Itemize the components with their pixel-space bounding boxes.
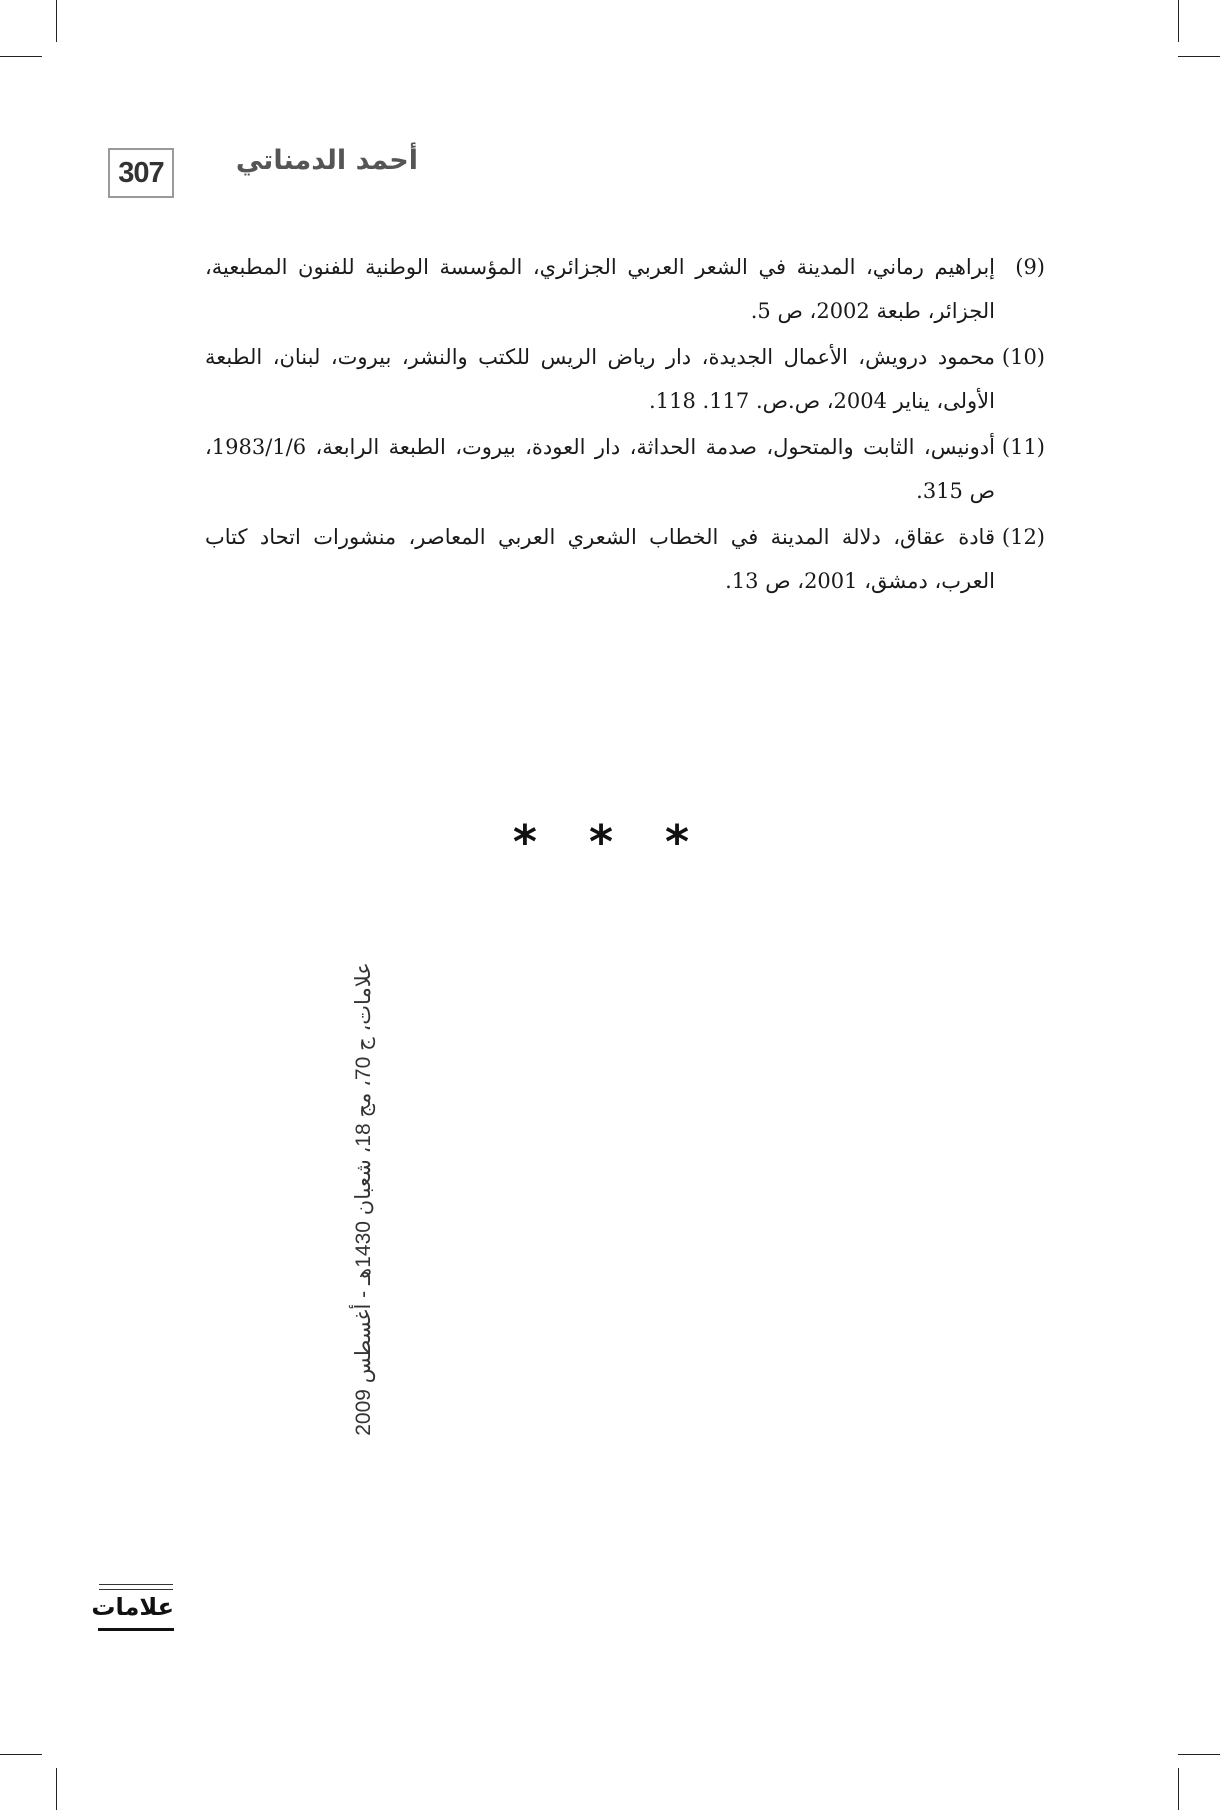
journal-logo: علامات <box>98 1592 174 1631</box>
reference-text: محمود درويش، الأعمال الجديدة، دار رياض الريس للكتب والنشر، بيروت، لبنان، الطبعة الأولى، يناير 2004، ص.ص. 117. 118. <box>205 345 995 413</box>
running-footer: علامات، ج 70، مج 18، شعبان 1430هـ - أغسطس 2009 <box>352 962 375 1436</box>
crop-mark <box>0 56 42 57</box>
crop-mark <box>1178 1754 1220 1755</box>
reference-text: قادة عقاق، دلالة المدينة في الخطاب الشعري العربي المعاصر، منشورات اتحاد كتاب العرب، دمشق، 2001، ص 13. <box>205 525 995 593</box>
reference-text: إبراهيم رماني، المدينة في الشعر العربي الجزائري، المؤسسة الوطنية للفنون المطبعية، الجزائر، طبعة 2002، ص 5. <box>205 255 995 323</box>
reference-number: (12) <box>1001 525 1045 549</box>
section-separator: * * * <box>512 815 708 869</box>
crop-mark <box>0 1754 42 1755</box>
crop-mark <box>56 0 57 42</box>
reference-text: أدونيس، الثابت والمتحول، صدمة الحداثة، دار العودة، بيروت، الطبعة الرابعة، 1983/1/6، ص 315. <box>205 435 995 503</box>
page-number: 307 <box>118 156 164 189</box>
reference-item <box>205 425 1045 513</box>
reference-item <box>205 515 1045 603</box>
reference-number: (10) <box>1001 345 1045 369</box>
reference-number: (11) <box>1001 435 1045 459</box>
reference-item <box>205 245 1045 333</box>
crop-mark <box>1178 56 1220 57</box>
crop-mark <box>1178 0 1179 42</box>
footer-divider <box>99 1584 173 1590</box>
page-number-box <box>108 148 174 198</box>
author-name: أحمد الدمناتي <box>235 145 418 176</box>
crop-mark <box>56 1768 57 1810</box>
references-list <box>205 245 1045 605</box>
reference-item <box>205 335 1045 423</box>
crop-mark <box>1178 1768 1179 1810</box>
reference-number: (9) <box>1015 255 1045 279</box>
